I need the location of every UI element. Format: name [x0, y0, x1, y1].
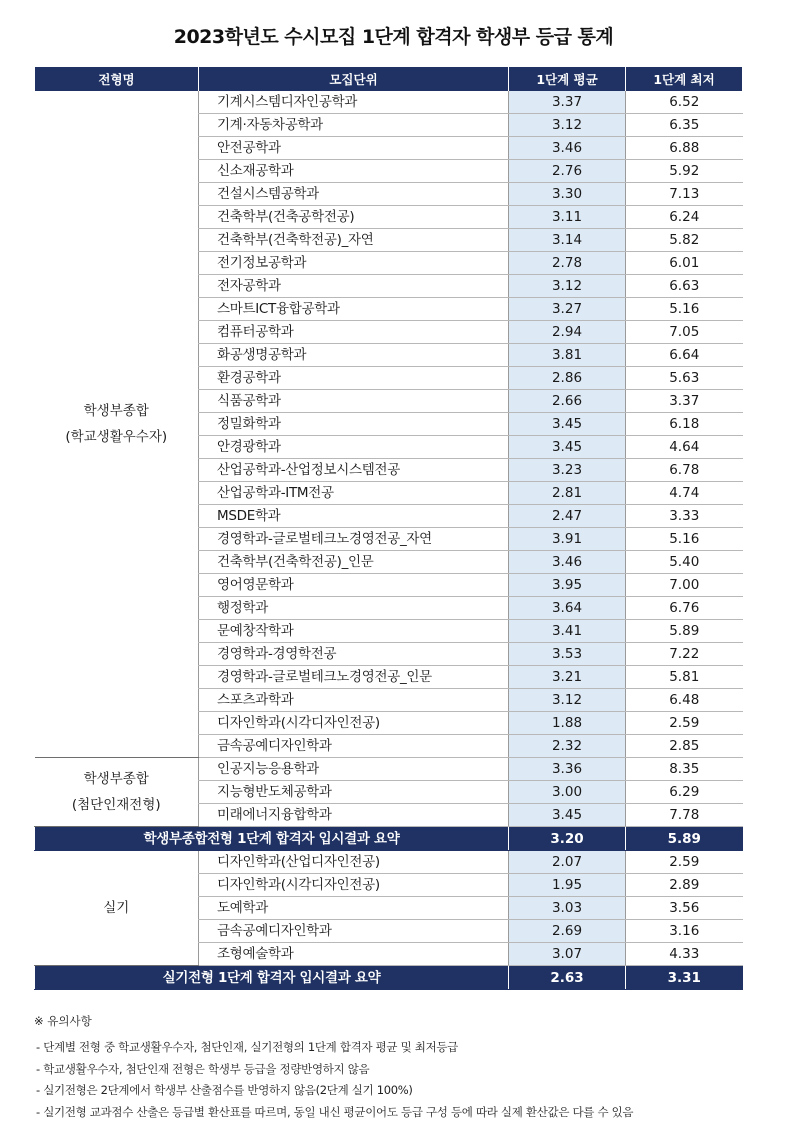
- stage1-average-cell: 3.12: [509, 114, 626, 137]
- stage1-average-cell: 3.37: [509, 91, 626, 114]
- grade-stats-table: [34, 67, 743, 990]
- summary-average: 2.63: [509, 966, 626, 990]
- stage1-average-cell: 1.88: [509, 712, 626, 735]
- stage1-average-cell: 3.07: [509, 943, 626, 966]
- stage1-lowest-cell: 2.89: [626, 874, 743, 897]
- table-row: [35, 851, 743, 874]
- stage1-lowest-cell: 7.05: [626, 321, 743, 344]
- recruit-unit-cell: 산업공학과-ITM전공: [199, 482, 509, 505]
- stage1-average-cell: 2.81: [509, 482, 626, 505]
- stage1-lowest-cell: 4.74: [626, 482, 743, 505]
- stage1-lowest-cell: 6.48: [626, 689, 743, 712]
- stage1-lowest-cell: 5.89: [626, 620, 743, 643]
- stage1-lowest-cell: 6.63: [626, 275, 743, 298]
- header-stage1-average: 1단계 평균: [509, 67, 626, 91]
- stage1-lowest-cell: 5.63: [626, 367, 743, 390]
- stage1-lowest-cell: 5.92: [626, 160, 743, 183]
- recruit-unit-cell: MSDE학과: [199, 505, 509, 528]
- stage1-lowest-cell: 5.81: [626, 666, 743, 689]
- admission-type-line: 실기: [103, 900, 130, 916]
- header-admission-type: 전형명: [35, 67, 199, 91]
- stage1-lowest-cell: 3.56: [626, 897, 743, 920]
- recruit-unit-cell: 조형예술학과: [199, 943, 509, 966]
- notes-section: [34, 1013, 633, 1123]
- stage1-average-cell: 3.23: [509, 459, 626, 482]
- summary-label: 실기전형 1단계 합격자 입시결과 요약: [35, 966, 509, 990]
- recruit-unit-cell: 신소재공학과: [199, 160, 509, 183]
- note-item: - 실기전형은 2단계에서 학생부 산출점수를 반영하지 않음(2단계 실기 100%): [36, 1083, 413, 1097]
- stage1-lowest-cell: 5.40: [626, 551, 743, 574]
- stage1-lowest-cell: 6.01: [626, 252, 743, 275]
- admission-type-cell: [35, 758, 199, 827]
- stage1-lowest-cell: 7.00: [626, 574, 743, 597]
- recruit-unit-cell: 건축학부(건축학전공)_인문: [199, 551, 509, 574]
- stage1-lowest-cell: 6.35: [626, 114, 743, 137]
- recruit-unit-cell: 건설시스템공학과: [199, 183, 509, 206]
- recruit-unit-cell: 정밀화학과: [199, 413, 509, 436]
- recruit-unit-cell: 지능형반도체공학과: [199, 781, 509, 804]
- summary-average: 3.20: [509, 827, 626, 851]
- stage1-lowest-cell: 2.59: [626, 851, 743, 874]
- recruit-unit-cell: 산업공학과-산업정보시스템전공: [199, 459, 509, 482]
- stage1-average-cell: 3.46: [509, 551, 626, 574]
- stage1-average-cell: 3.27: [509, 298, 626, 321]
- summary-row: [35, 827, 743, 851]
- stage1-average-cell: 3.45: [509, 436, 626, 459]
- stage1-average-cell: 3.00: [509, 781, 626, 804]
- admission-type-line: 학생부종합: [83, 403, 149, 419]
- stage1-lowest-cell: 6.64: [626, 344, 743, 367]
- recruit-unit-cell: 경영학과-글로벌테크노경영전공_자연: [199, 528, 509, 551]
- recruit-unit-cell: 문예창작학과: [199, 620, 509, 643]
- admission-type-line: 학생부종합: [83, 771, 149, 787]
- recruit-unit-cell: 경영학과-글로벌테크노경영전공_인문: [199, 666, 509, 689]
- recruit-unit-cell: 미래에너지융합학과: [199, 804, 509, 827]
- stage1-average-cell: 3.81: [509, 344, 626, 367]
- summary-lowest: 5.89: [626, 827, 743, 851]
- recruit-unit-cell: 전자공학과: [199, 275, 509, 298]
- recruit-unit-cell: 디자인학과(산업디자인전공): [199, 851, 509, 874]
- admission-type-cell: [35, 851, 199, 966]
- stage1-lowest-cell: 6.24: [626, 206, 743, 229]
- table-row: [35, 758, 743, 781]
- stage1-lowest-cell: 4.64: [626, 436, 743, 459]
- note-item: - 학교생활우수자, 첨단인재 전형은 학생부 등급을 정량반영하지 않음: [36, 1061, 370, 1076]
- stage1-lowest-cell: 7.13: [626, 183, 743, 206]
- stage1-average-cell: 2.78: [509, 252, 626, 275]
- stage1-average-cell: 3.91: [509, 528, 626, 551]
- stage1-average-cell: 2.07: [509, 851, 626, 874]
- stage1-lowest-cell: 5.82: [626, 229, 743, 252]
- stage1-lowest-cell: 6.78: [626, 459, 743, 482]
- summary-label: 학생부종합전형 1단계 합격자 입시결과 요약: [35, 827, 509, 851]
- recruit-unit-cell: 건축학부(건축학전공)_자연: [199, 229, 509, 252]
- stage1-average-cell: 2.94: [509, 321, 626, 344]
- table-header-row: [35, 67, 743, 91]
- recruit-unit-cell: 금속공예디자인학과: [199, 920, 509, 943]
- recruit-unit-cell: 식품공학과: [199, 390, 509, 413]
- recruit-unit-cell: 디자인학과(시각디자인전공): [199, 712, 509, 735]
- recruit-unit-cell: 영어영문학과: [199, 574, 509, 597]
- stage1-average-cell: 3.12: [509, 275, 626, 298]
- stage1-average-cell: 3.14: [509, 229, 626, 252]
- summary-lowest: 3.31: [626, 966, 743, 990]
- stage1-average-cell: 3.12: [509, 689, 626, 712]
- recruit-unit-cell: 금속공예디자인학과: [199, 735, 509, 758]
- stage1-average-cell: 2.66: [509, 390, 626, 413]
- recruit-unit-cell: 디자인학과(시각디자인전공): [199, 874, 509, 897]
- stage1-average-cell: 3.30: [509, 183, 626, 206]
- table-body: [35, 91, 743, 990]
- notes-title: ※ 유의사항: [34, 1014, 92, 1028]
- header-stage1-lowest: 1단계 최저: [626, 67, 743, 91]
- recruit-unit-cell: 컴퓨터공학과: [199, 321, 509, 344]
- recruit-unit-cell: 도예학과: [199, 897, 509, 920]
- stage1-lowest-cell: 5.16: [626, 298, 743, 321]
- header-recruit-unit: 모집단위: [199, 67, 509, 91]
- stage1-lowest-cell: 7.22: [626, 643, 743, 666]
- stage1-average-cell: 3.53: [509, 643, 626, 666]
- stage1-lowest-cell: 6.76: [626, 597, 743, 620]
- stage1-lowest-cell: 3.37: [626, 390, 743, 413]
- stage1-lowest-cell: 6.18: [626, 413, 743, 436]
- stage1-lowest-cell: 2.59: [626, 712, 743, 735]
- stage1-average-cell: 2.76: [509, 160, 626, 183]
- stage1-average-cell: 3.46: [509, 137, 626, 160]
- stage1-lowest-cell: 7.78: [626, 804, 743, 827]
- stage1-average-cell: 3.41: [509, 620, 626, 643]
- stage1-average-cell: 2.69: [509, 920, 626, 943]
- recruit-unit-cell: 안경광학과: [199, 436, 509, 459]
- stage1-average-cell: 3.36: [509, 758, 626, 781]
- stage1-lowest-cell: 3.33: [626, 505, 743, 528]
- note-item: - 실기전형 교과점수 산출은 등급별 환산표를 따르며, 동일 내신 평균이어도 등급 구성 등에 따라 실제 환산값은 다를 수 있음: [36, 1104, 634, 1119]
- recruit-unit-cell: 화공생명공학과: [199, 344, 509, 367]
- admission-type-line: (학교생활우수자): [65, 429, 168, 445]
- stage1-lowest-cell: 6.29: [626, 781, 743, 804]
- recruit-unit-cell: 행정학과: [199, 597, 509, 620]
- recruit-unit-cell: 안전공학과: [199, 137, 509, 160]
- stage1-average-cell: 3.95: [509, 574, 626, 597]
- recruit-unit-cell: 스마트ICT융합공학과: [199, 298, 509, 321]
- stage1-average-cell: 3.64: [509, 597, 626, 620]
- recruit-unit-cell: 환경공학과: [199, 367, 509, 390]
- stage1-lowest-cell: 5.16: [626, 528, 743, 551]
- page-title: 2023학년도 수시모집 1단계 합격자 학생부 등급 통계: [173, 26, 614, 48]
- stage1-average-cell: 3.03: [509, 897, 626, 920]
- stage1-average-cell: 3.11: [509, 206, 626, 229]
- stage1-lowest-cell: 3.16: [626, 920, 743, 943]
- stage1-average-cell: 1.95: [509, 874, 626, 897]
- recruit-unit-cell: 전기정보공학과: [199, 252, 509, 275]
- stage1-lowest-cell: 8.35: [626, 758, 743, 781]
- stage1-average-cell: 2.86: [509, 367, 626, 390]
- recruit-unit-cell: 기계시스템디자인공학과: [199, 91, 509, 114]
- recruit-unit-cell: 인공지능응용학과: [199, 758, 509, 781]
- summary-row: [35, 966, 743, 990]
- recruit-unit-cell: 경영학과-경영학전공: [199, 643, 509, 666]
- admission-type-line: (첨단인재전형): [71, 797, 161, 813]
- stage1-average-cell: 2.47: [509, 505, 626, 528]
- table-row: [35, 91, 743, 114]
- stage1-average-cell: 3.45: [509, 413, 626, 436]
- stage1-average-cell: 3.45: [509, 804, 626, 827]
- recruit-unit-cell: 건축학부(건축공학전공): [199, 206, 509, 229]
- stage1-lowest-cell: 4.33: [626, 943, 743, 966]
- note-item: - 단계별 전형 중 학교생활우수자, 첨단인재, 실기전형의 1단계 합격자 평균 및 최저등급: [36, 1040, 458, 1054]
- stage1-average-cell: 3.21: [509, 666, 626, 689]
- stage1-lowest-cell: 2.85: [626, 735, 743, 758]
- stage1-lowest-cell: 6.88: [626, 137, 743, 160]
- admission-type-cell: [35, 91, 199, 758]
- recruit-unit-cell: 스포츠과학과: [199, 689, 509, 712]
- stage1-average-cell: 2.32: [509, 735, 626, 758]
- recruit-unit-cell: 기계·자동차공학과: [199, 114, 509, 137]
- stage1-lowest-cell: 6.52: [626, 91, 743, 114]
